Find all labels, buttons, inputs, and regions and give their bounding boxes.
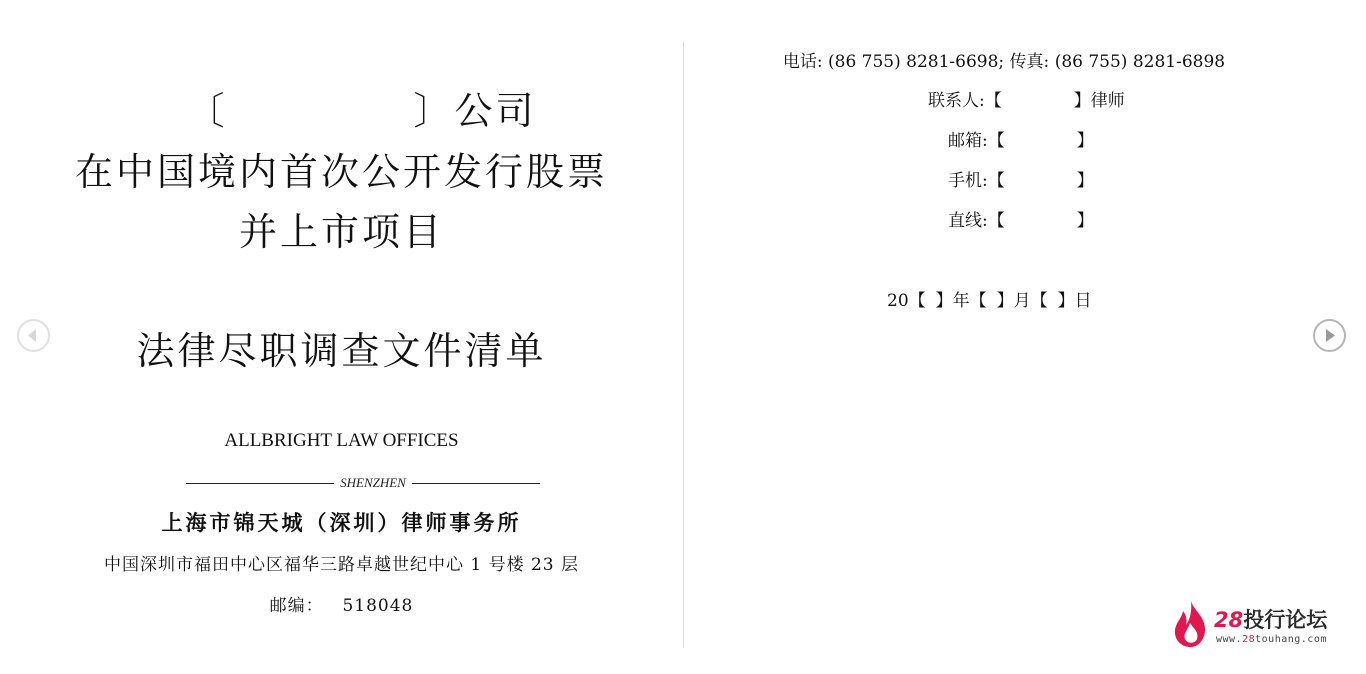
firm-postcode: [0, 591, 683, 616]
date-day-label: 日: [1074, 291, 1092, 311]
right-page: [684, 0, 1366, 674]
email-bracket-close: 】: [1076, 131, 1094, 151]
forum-url-domain: touhang.com: [1255, 634, 1327, 645]
contact-person-row: [928, 90, 1125, 112]
postcode-label: 邮编：: [269, 596, 324, 616]
title-line-ipo: 在中国境内首次公开发行股票: [74, 150, 608, 194]
phone-fax-line: 电话: (86 755) 8281-6698; 传真: (86 755) 8281-6898: [782, 52, 1226, 72]
document-title: 法律尽职调查文件清单: [136, 329, 547, 373]
postcode-value: 518048: [342, 596, 414, 616]
firm-address: 中国深圳市福田中心区福华三路卓越世纪中心 1 号楼 23 层: [103, 555, 580, 575]
forum-url: [1216, 634, 1327, 646]
forum-url-prefix: www.: [1216, 634, 1243, 645]
date-year-bracket-open: 【: [908, 291, 926, 311]
date-month-label: 月: [1013, 291, 1031, 311]
date-year-bracket-close: 】: [935, 291, 953, 311]
forum-brand-number: 28: [1214, 608, 1244, 632]
firm-english-name: ALLBRIGHT LAW OFFICES: [224, 430, 459, 451]
forum-brand-name: [1214, 608, 1327, 632]
firm-city-divider: [186, 476, 540, 490]
firm-city: SHENZHEN: [340, 475, 406, 490]
company-bracket-open: 〔: [186, 89, 228, 133]
contact-person-bracket-close: 】律师: [1073, 91, 1125, 111]
email-label: 邮箱:: [948, 131, 988, 151]
chevron-right-icon: [1315, 321, 1344, 350]
date-month-bracket-close: 】: [996, 291, 1014, 311]
next-page-button[interactable]: [1313, 319, 1346, 352]
date-day-bracket-open: 【: [1030, 291, 1048, 311]
contact-person-label: 联系人:: [928, 91, 985, 111]
chevron-left-icon: [19, 321, 48, 350]
contact-person-bracket-open: 【: [984, 91, 1002, 111]
firm-chinese-name: 上海市锦天城（深圳）律师事务所: [161, 510, 522, 535]
email-bracket-open: 【: [987, 131, 1005, 151]
divider-rule-left: [186, 483, 334, 484]
flame-icon: [1172, 599, 1210, 649]
direct-line-bracket-close: 】: [1076, 211, 1094, 231]
company-bracket-close: 〕公司: [413, 89, 537, 133]
forum-watermark-logo: [1172, 599, 1342, 651]
mobile-row: [948, 170, 1094, 192]
direct-line-row: [948, 210, 1094, 232]
email-row: [948, 130, 1094, 152]
date-year-label: 年: [952, 291, 970, 311]
date-line: [887, 290, 1092, 312]
date-year-prefix: 20: [887, 291, 909, 311]
date-month-bracket-open: 【: [969, 291, 987, 311]
previous-page-button[interactable]: [17, 319, 50, 352]
company-name-line: [0, 88, 723, 134]
title-line-listing: 并上市项目: [238, 210, 444, 254]
mobile-bracket-open: 【: [987, 171, 1005, 191]
forum-brand-text: 投行论坛: [1243, 608, 1328, 632]
mobile-bracket-close: 】: [1076, 171, 1094, 191]
date-day-bracket-close: 】: [1057, 291, 1075, 311]
divider-rule-right: [412, 483, 540, 484]
forum-url-number: 28: [1242, 634, 1256, 645]
direct-line-bracket-open: 【: [987, 211, 1005, 231]
direct-line-label: 直线:: [948, 211, 988, 231]
mobile-label: 手机:: [948, 171, 988, 191]
